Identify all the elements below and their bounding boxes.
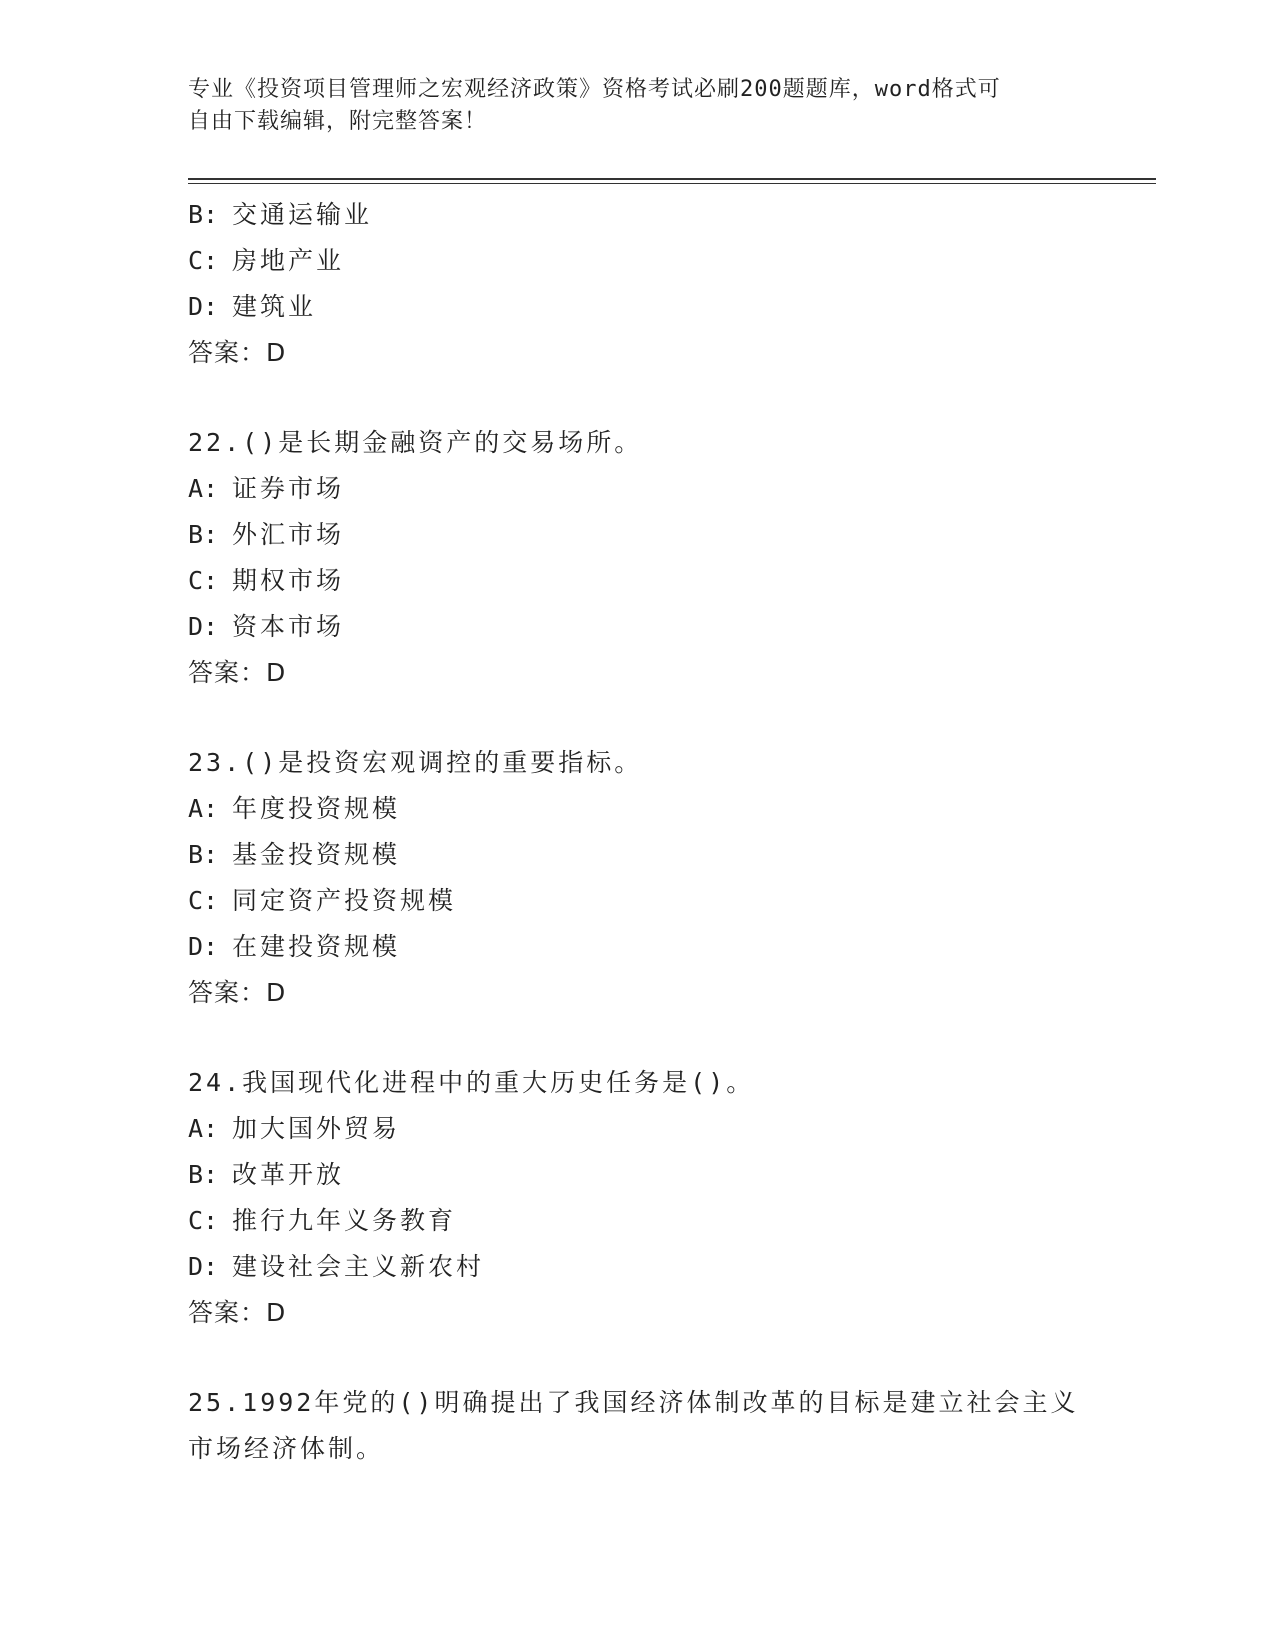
option-prefix: A: xyxy=(188,1114,219,1143)
header-line-2: 自由下载编辑，附完整答案！ xyxy=(188,109,488,134)
answer-line: 答案：D xyxy=(188,338,287,367)
option-text: 年度投资规模 xyxy=(232,794,401,823)
option-text: 推行九年义务教育 xyxy=(232,1206,457,1235)
question-title: 25.1992年党的()明确提出了我国经济体制改革的目标是建立社会主义市场经济体制。 xyxy=(188,1388,1079,1463)
question-block-24 xyxy=(188,1060,1128,1336)
option-prefix: C: xyxy=(188,566,219,595)
option-text: 资本市场 xyxy=(232,612,345,641)
option-b xyxy=(188,192,1128,238)
option-text: 建设社会主义新农村 xyxy=(232,1252,485,1281)
option-a xyxy=(188,1106,1128,1152)
question-title: 24.我国现代化进程中的重大历史任务是()。 xyxy=(188,1068,755,1097)
option-prefix: B: xyxy=(188,520,219,549)
question-block-21-partial xyxy=(188,192,1128,376)
option-c xyxy=(188,878,1128,924)
question-title: 22.()是长期金融资产的交易场所。 xyxy=(188,428,643,457)
option-prefix: D: xyxy=(188,612,219,641)
option-text: 证券市场 xyxy=(232,474,345,503)
option-prefix: C: xyxy=(188,886,219,915)
option-text: 在建投资规模 xyxy=(232,932,401,961)
question-block-22 xyxy=(188,420,1128,696)
option-c xyxy=(188,1198,1128,1244)
option-text: 交通运输业 xyxy=(232,200,373,229)
option-text: 期权市场 xyxy=(232,566,345,595)
option-c xyxy=(188,558,1128,604)
option-prefix: C: xyxy=(188,246,219,275)
option-prefix: D: xyxy=(188,932,219,961)
document-header xyxy=(188,74,1088,138)
option-b xyxy=(188,1152,1128,1198)
option-prefix: A: xyxy=(188,794,219,823)
option-prefix: A: xyxy=(188,474,219,503)
answer-line: 答案：D xyxy=(188,1298,287,1327)
option-d xyxy=(188,924,1128,970)
option-text: 基金投资规模 xyxy=(232,840,401,869)
option-c xyxy=(188,238,1128,284)
option-text: 建筑业 xyxy=(232,292,317,321)
option-text: 外汇市场 xyxy=(232,520,345,549)
option-prefix: B: xyxy=(188,840,219,869)
option-text: 房地产业 xyxy=(232,246,345,275)
option-b xyxy=(188,832,1128,878)
option-prefix: B: xyxy=(188,1160,219,1189)
answer-line: 答案：D xyxy=(188,658,287,687)
option-prefix: D: xyxy=(188,1252,219,1281)
option-prefix: C: xyxy=(188,1206,219,1235)
question-block-23 xyxy=(188,740,1128,1016)
option-text: 同定资产投资规模 xyxy=(232,886,457,915)
option-prefix: D: xyxy=(188,292,219,321)
option-a xyxy=(188,786,1128,832)
option-d xyxy=(188,604,1128,650)
option-d xyxy=(188,284,1128,330)
header-divider xyxy=(188,178,1156,184)
option-prefix: B: xyxy=(188,200,219,229)
question-block-25 xyxy=(188,1380,1128,1472)
question-title: 23.()是投资宏观调控的重要指标。 xyxy=(188,748,643,777)
option-b xyxy=(188,512,1128,558)
option-a xyxy=(188,466,1128,512)
header-line-1: 专业《投资项目管理师之宏观经济政策》资格考试必刷200题题库，word格式可 xyxy=(188,77,1001,102)
answer-line: 答案：D xyxy=(188,978,287,1007)
option-text: 改革开放 xyxy=(232,1160,345,1189)
question-list xyxy=(188,192,1128,1516)
option-text: 加大国外贸易 xyxy=(232,1114,401,1143)
option-d xyxy=(188,1244,1128,1290)
